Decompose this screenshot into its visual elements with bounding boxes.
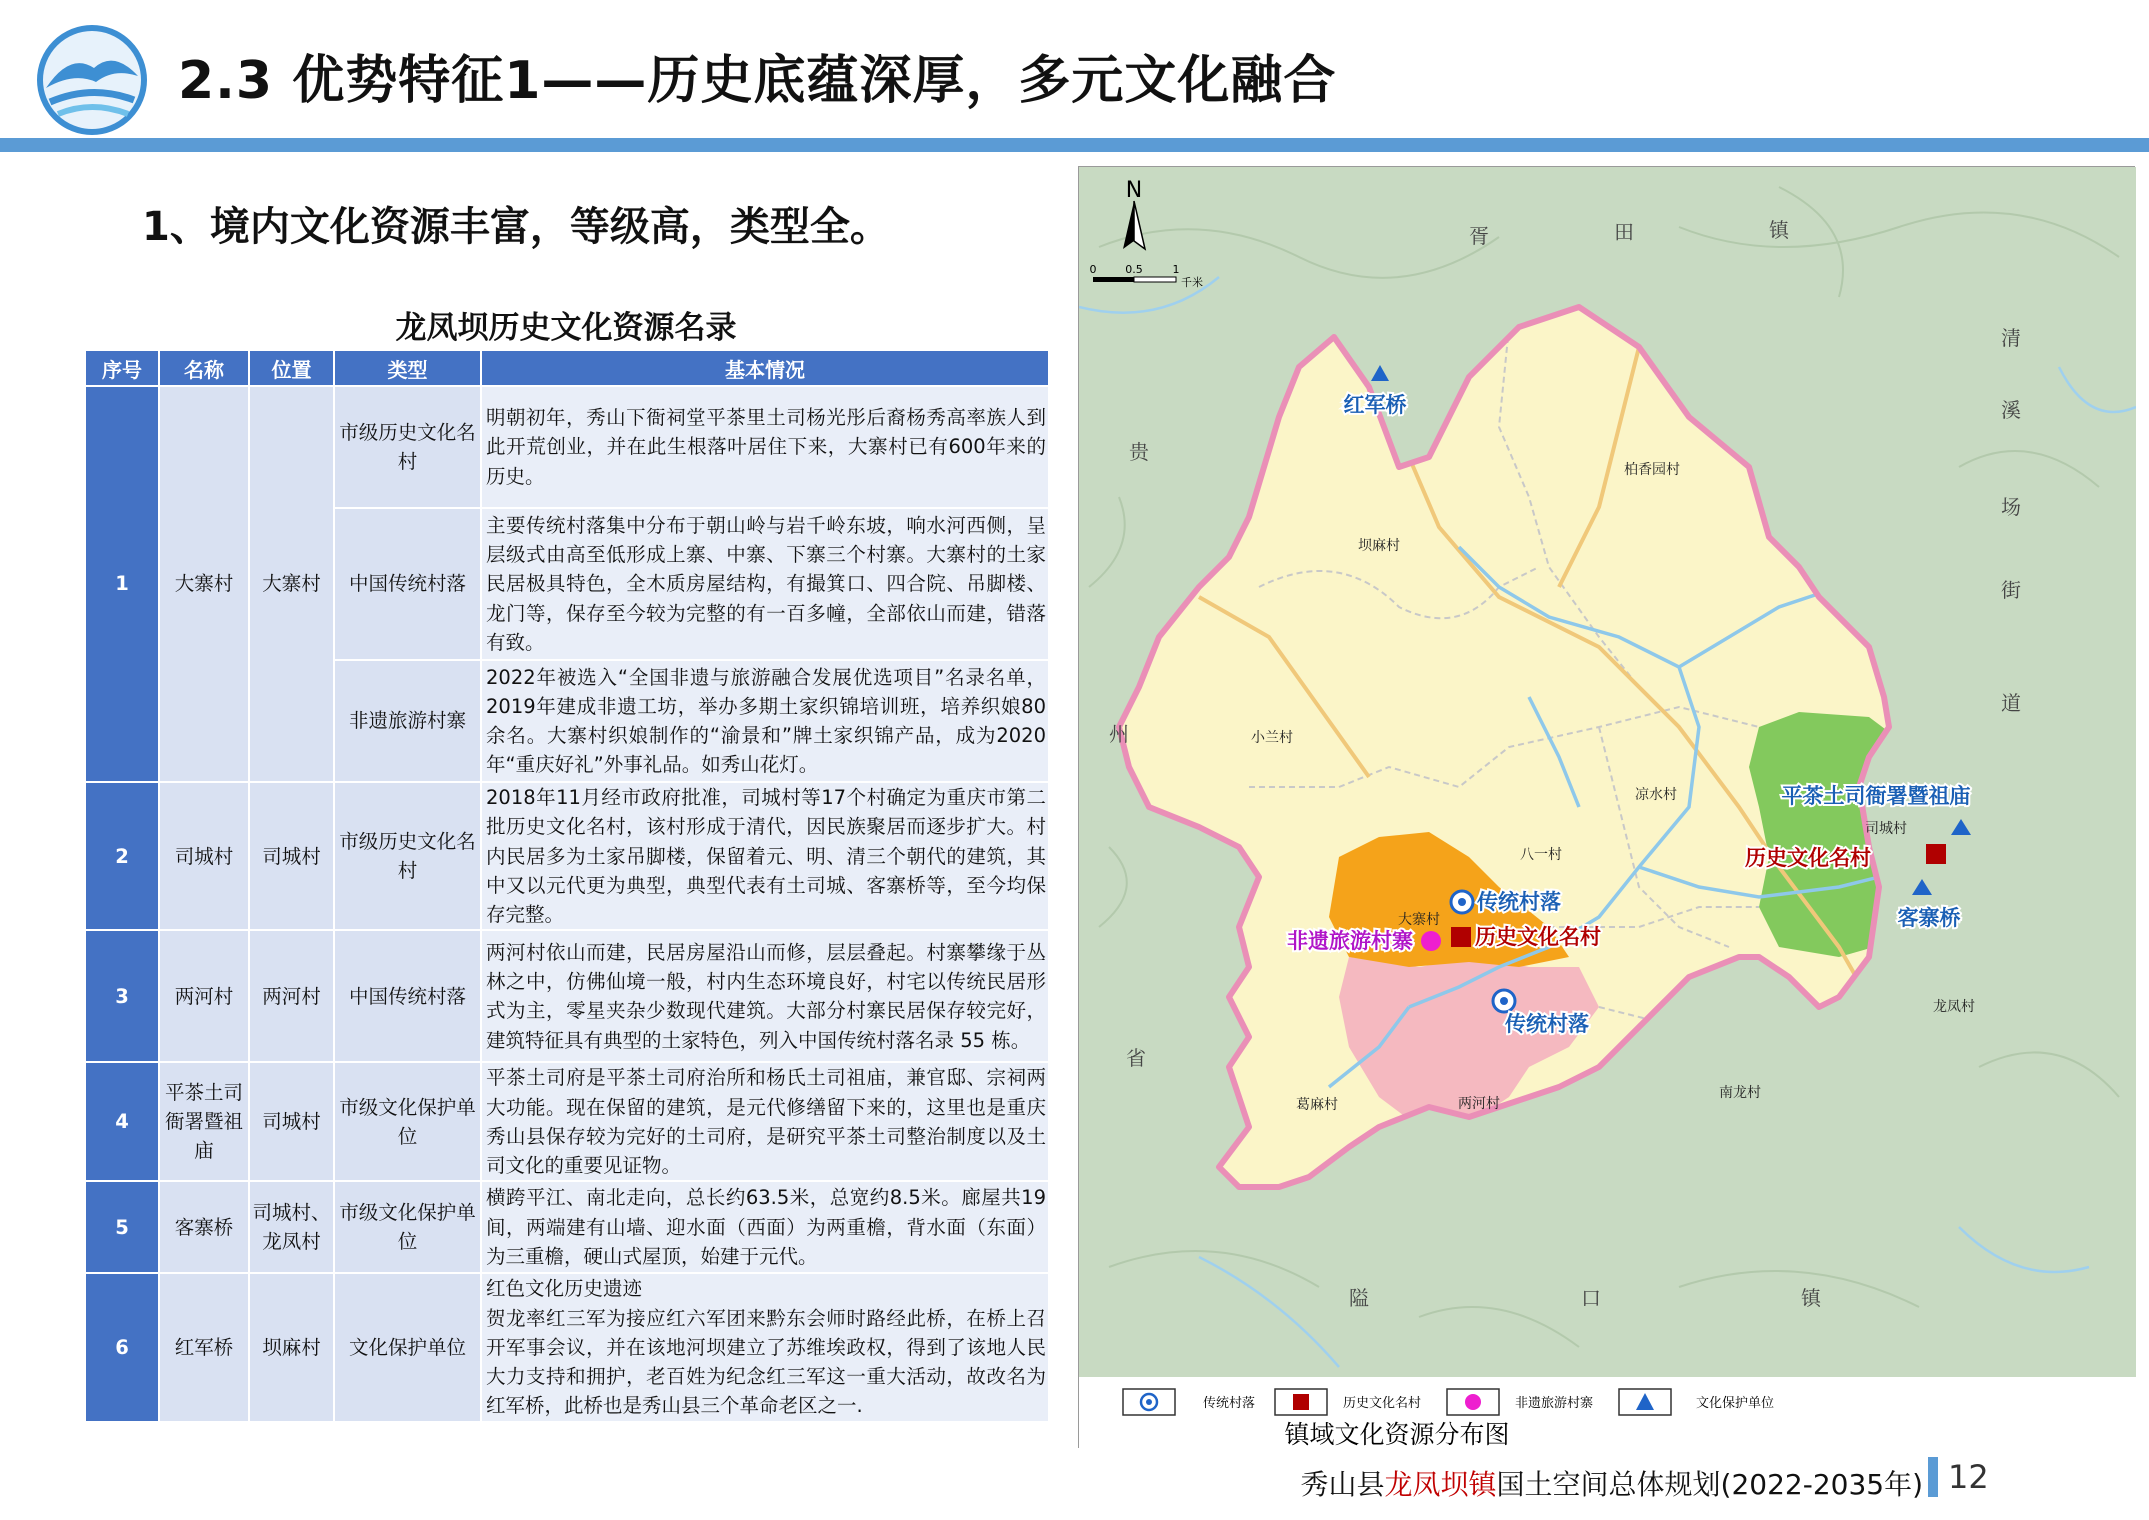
cell-desc: 2018年11月经市政府批准，司城村等17个村确定为重庆市第二批历史文化名村，该村形成于清代，因民族聚居而逐步扩大。村内民居多为土家吊脚楼，保留着元、明、清三个朝代的建筑，其中又以元代更为典型，典型代表有土司城、客寨桥等，至今均保存完整。 <box>481 782 1049 930</box>
logo <box>34 22 150 138</box>
cell-desc <box>481 1273 1049 1421</box>
cell-name: 红军桥 <box>159 1273 249 1421</box>
cell-type: 市级历史文化名村 <box>334 386 481 508</box>
cell-no: 3 <box>85 930 159 1062</box>
cell-name: 两河村 <box>159 930 249 1062</box>
cell-no: 5 <box>85 1181 159 1273</box>
outer-label: 胥 <box>1469 224 1489 248</box>
label-feiyi: 非遗旅游村寨 <box>1287 929 1413 953</box>
section-subtitle: 1、境内文化资源丰富，等级高，类型全。 <box>142 204 890 250</box>
square-icon-dazhai <box>1451 927 1471 947</box>
village-label: 坝麻村 <box>1358 538 1400 554</box>
header-location: 位置 <box>249 350 334 386</box>
resource-table <box>84 349 1050 1423</box>
cell-desc: 明朝初年，秀山下衙祠堂平茶里土司杨光彤后裔杨秀高率族人到此开荒创业，并在此生根落叶居住下来，大寨村已有600年来的历史。 <box>481 386 1049 508</box>
page-number: 12 <box>1948 1458 1989 1496</box>
cell-no: 2 <box>85 782 159 930</box>
outer-label: 贵 <box>1129 440 1149 464</box>
header-bar <box>0 138 2149 152</box>
village-label: 葛麻村 <box>1296 1097 1338 1113</box>
village-label: 大寨村 <box>1398 912 1440 928</box>
square-icon-sicheng <box>1926 844 1946 864</box>
cell-type: 市级文化保护单位 <box>334 1062 481 1181</box>
outer-label: 道 <box>2001 691 2021 715</box>
cell-name: 大寨村 <box>159 386 249 782</box>
village-label: 小兰村 <box>1251 730 1293 746</box>
target-icon-lianghe <box>1493 990 1515 1012</box>
cell-type: 市级文化保护单位 <box>334 1181 481 1273</box>
circle-icon-feiyi <box>1421 931 1441 951</box>
village-label: 龙凤村 <box>1933 999 1975 1015</box>
north-label: N <box>1125 178 1143 203</box>
cell-location: 两河村 <box>249 930 334 1062</box>
outer-label: 街 <box>2001 578 2021 602</box>
village-label: 司城村 <box>1865 821 1907 837</box>
cell-desc: 横跨平江、南北走向，总长约63.5米，总宽约8.5米。廊屋共19间，两端建有山墙、迎水面（西面）为两重檐，背水面（东面）为三重檐，硬山式屋顶，始建于元代。 <box>481 1181 1049 1273</box>
label-lishi-dazhai: 历史文化名村 <box>1475 925 1601 949</box>
table-row <box>85 1273 1049 1421</box>
village-label: 八一村 <box>1520 847 1562 863</box>
cell-type: 中国传统村落 <box>334 930 481 1062</box>
label-chuantong-dazhai: 传统村落 <box>1477 890 1561 914</box>
table-row <box>85 782 1049 930</box>
cell-desc: 2022年被选入“全国非遗与旅游融合发展优选项目”名录名单，2019年建成非遗工坊，举办多期土家织锦培训班，培养织娘80余名。大寨村织娘制作的“渝景和”牌土家织锦产品，成为2020年“重庆好礼”外事礼品。如秀山花灯。 <box>481 660 1049 782</box>
cell-type: 非遗旅游村寨 <box>334 660 481 782</box>
village-label: 两河村 <box>1458 1096 1500 1112</box>
outer-label: 清 <box>2001 326 2021 350</box>
outer-label: 镇 <box>1769 218 1789 242</box>
cell-location: 坝麻村 <box>249 1273 334 1421</box>
footer-text-highlight: 龙凤坝镇 <box>1384 1468 1497 1501</box>
cell-desc: 平茶土司府是平茶土司府治所和杨氏土司祖庙，兼官邸、宗祠两大功能。现在保留的建筑，是元代修缮留下来的，这里也是重庆秀山县保存较为完好的土司府，是研究平茶土司整治制度以及土司文化的重要见证物。 <box>481 1062 1049 1181</box>
label-pingcha: 平茶土司衙署暨祖庙 <box>1781 784 1971 808</box>
cell-no: 6 <box>85 1273 159 1421</box>
desc-title: 红色文化历史遗迹 <box>486 1277 643 1301</box>
label-kezhaiqiao: 客寨桥 <box>1897 906 1961 930</box>
cell-location: 司城村 <box>249 1062 334 1181</box>
table-row <box>85 386 1049 508</box>
outer-label: 省 <box>1126 1046 1146 1070</box>
legend-label: 传统村落 <box>1203 1396 1256 1411</box>
scale-tick-0: 0 <box>1089 263 1097 276</box>
outer-label: 镇 <box>1801 1286 1821 1310</box>
village-label: 南龙村 <box>1719 1085 1761 1101</box>
label-lishi-sicheng: 历史文化名村 <box>1745 846 1871 870</box>
cell-name: 客寨桥 <box>159 1181 249 1273</box>
cell-no: 4 <box>85 1062 159 1181</box>
legend-label: 历史文化名村 <box>1343 1396 1422 1411</box>
map-caption: 镇域文化资源分布图 <box>1284 1420 1510 1449</box>
legend-label: 非遗旅游村寨 <box>1515 1396 1594 1411</box>
header-desc: 基本情况 <box>481 350 1049 386</box>
header-no: 序号 <box>85 350 159 386</box>
outer-label: 溪 <box>2001 398 2021 422</box>
footer-bar <box>1928 1457 1938 1497</box>
village-label: 柏香园村 <box>1624 462 1680 478</box>
target-icon-dazhai <box>1451 891 1473 913</box>
cell-no: 1 <box>85 386 159 782</box>
label-chuantong-lianghe: 传统村落 <box>1505 1012 1589 1036</box>
outer-label: 田 <box>1614 220 1634 244</box>
page-title: 2.3 优势特征1——历史底蕴深厚，多元文化融合 <box>178 51 1337 111</box>
cell-type: 中国传统村落 <box>334 508 481 660</box>
desc-body: 贺龙率红三军为接应红六军团来黔东会师时路经此桥，在桥上召开军事会议，并在该地河坝建立了苏维埃政权，得到了该地人民大力支持和拥护，老百姓为纪念红三军这一重大活动，故改名为红军桥，此桥也是秀山县三个革命老区之一. <box>486 1306 1046 1418</box>
cell-type: 市级历史文化名村 <box>334 782 481 930</box>
cell-location: 司城村 <box>249 782 334 930</box>
scale-tick-2: 1 <box>1172 263 1180 276</box>
scale-tick-1: 0.5 <box>1125 263 1143 276</box>
cell-name: 平茶土司衙署暨祖庙 <box>159 1062 249 1181</box>
header-type: 类型 <box>334 350 481 386</box>
header-name: 名称 <box>159 350 249 386</box>
outer-label: 隘 <box>1349 1286 1369 1310</box>
footer-text-before: 秀山县 <box>1300 1468 1385 1501</box>
scale-unit: 千米 <box>1181 276 1203 289</box>
cell-location: 大寨村 <box>249 386 334 782</box>
cell-desc: 两河村依山而建，民居房屋沿山而修，层层叠起。村寨攀缘于丛林之中，仿佛仙境一般，村内生态环境良好，村宅以传统民居形式为主，零星夹杂少数现代建筑。大部分村寨民居保存较完好，建筑特征具有典型的土家特色，列入中国传统村落名录 55 栋。 <box>481 930 1049 1062</box>
outer-label: 州 <box>1109 722 1129 746</box>
footer-text-after: 国土空间总体规划(2022-2035年) <box>1496 1468 1923 1501</box>
outer-label: 场 <box>2001 495 2021 519</box>
table-row <box>85 1181 1049 1273</box>
table-caption: 龙凤坝历史文化资源名录 <box>395 310 737 346</box>
map-legend <box>1079 1377 2136 1449</box>
footer-text <box>1301 1463 1924 1503</box>
label-hongjunqiao: 红军桥 <box>1343 393 1407 417</box>
legend-label: 文化保护单位 <box>1696 1396 1775 1411</box>
cell-location: 司城村、龙凤村 <box>249 1181 334 1273</box>
table-row <box>85 930 1049 1062</box>
outer-label: 口 <box>1581 1286 1601 1310</box>
cell-type: 文化保护单位 <box>334 1273 481 1421</box>
table-row <box>85 1062 1049 1181</box>
cell-name: 司城村 <box>159 782 249 930</box>
village-label: 凉水村 <box>1635 787 1677 803</box>
cell-desc: 主要传统村落集中分布于朝山岭与岩千岭东坡，响水河西侧，呈层级式由高至低形成上寨、中寨、下寨三个村寨。大寨村的土家民居极具特色，全木质房屋结构，有撮箕口、四合院、吊脚楼、龙门等，保存至今较为完整的有一百多幢，全部依山而建，错落有致。 <box>481 508 1049 660</box>
map-panel <box>1078 166 2135 1448</box>
table-header-row <box>85 350 1049 386</box>
